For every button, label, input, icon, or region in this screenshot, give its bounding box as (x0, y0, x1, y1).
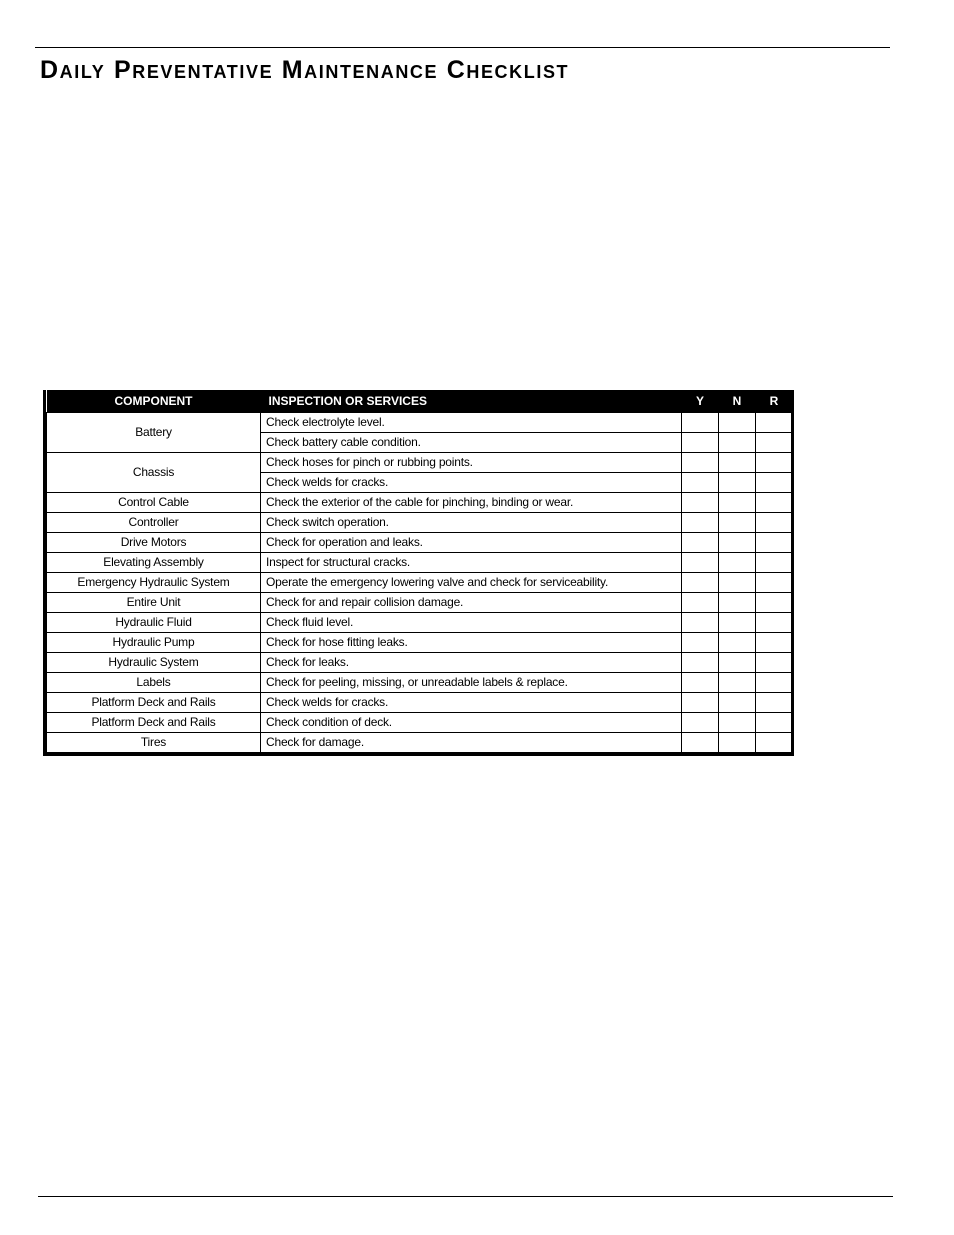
inspection-cell: Operate the emergency lowering valve and check for serviceability. (261, 573, 682, 593)
repair-checkbox-cell[interactable] (756, 653, 793, 673)
component-cell: Elevating Assembly (47, 553, 261, 573)
inspection-cell: Check electrolyte level. (261, 413, 682, 433)
component-cell: Battery (47, 413, 261, 453)
inspection-cell: Check for damage. (261, 733, 682, 753)
yes-checkbox-cell[interactable] (682, 573, 719, 593)
inspection-cell: Check the exterior of the cable for pinching, binding or wear. (261, 493, 682, 513)
header-n: N (719, 390, 756, 413)
no-checkbox-cell[interactable] (719, 413, 756, 433)
inspection-cell: Check for operation and leaks. (261, 533, 682, 553)
yes-checkbox-cell[interactable] (682, 433, 719, 453)
no-checkbox-cell[interactable] (719, 733, 756, 753)
no-checkbox-cell[interactable] (719, 693, 756, 713)
inspection-cell: Check for and repair collision damage. (261, 593, 682, 613)
table-row (47, 733, 793, 753)
inspection-cell: Check fluid level. (261, 613, 682, 633)
table-row (47, 713, 793, 733)
repair-checkbox-cell[interactable] (756, 613, 793, 633)
table-row (47, 573, 793, 593)
no-checkbox-cell[interactable] (719, 713, 756, 733)
repair-checkbox-cell[interactable] (756, 693, 793, 713)
yes-checkbox-cell[interactable] (682, 513, 719, 533)
yes-checkbox-cell[interactable] (682, 593, 719, 613)
repair-checkbox-cell[interactable] (756, 513, 793, 533)
component-cell: Chassis (47, 453, 261, 493)
page-title: Daily Preventative Maintenance Checklist (40, 56, 570, 84)
inspection-cell: Check for leaks. (261, 653, 682, 673)
inspection-cell: Check for peeling, missing, or unreadable labels & replace. (261, 673, 682, 693)
component-cell: Hydraulic System (47, 653, 261, 673)
no-checkbox-cell[interactable] (719, 613, 756, 633)
repair-checkbox-cell[interactable] (756, 413, 793, 433)
table-row (47, 593, 793, 613)
header-component: COMPONENT (47, 390, 261, 413)
no-checkbox-cell[interactable] (719, 633, 756, 653)
table-row (47, 493, 793, 513)
no-checkbox-cell[interactable] (719, 453, 756, 473)
inspection-cell: Check welds for cracks. (261, 693, 682, 713)
repair-checkbox-cell[interactable] (756, 493, 793, 513)
repair-checkbox-cell[interactable] (756, 433, 793, 453)
inspection-cell: Check welds for cracks. (261, 473, 682, 493)
yes-checkbox-cell[interactable] (682, 693, 719, 713)
yes-checkbox-cell[interactable] (682, 613, 719, 633)
inspection-cell: Check for hose fitting leaks. (261, 633, 682, 653)
header-y: Y (682, 390, 719, 413)
yes-checkbox-cell[interactable] (682, 413, 719, 433)
yes-checkbox-cell[interactable] (682, 653, 719, 673)
no-checkbox-cell[interactable] (719, 673, 756, 693)
inspection-cell: Check switch operation. (261, 513, 682, 533)
no-checkbox-cell[interactable] (719, 653, 756, 673)
table-header-row (47, 390, 793, 413)
yes-checkbox-cell[interactable] (682, 673, 719, 693)
table-row (47, 513, 793, 533)
yes-checkbox-cell[interactable] (682, 453, 719, 473)
no-checkbox-cell[interactable] (719, 573, 756, 593)
repair-checkbox-cell[interactable] (756, 453, 793, 473)
yes-checkbox-cell[interactable] (682, 533, 719, 553)
bottom-rule (38, 1196, 893, 1197)
table-row (47, 673, 793, 693)
component-cell: Hydraulic Fluid (47, 613, 261, 633)
no-checkbox-cell[interactable] (719, 593, 756, 613)
repair-checkbox-cell[interactable] (756, 593, 793, 613)
inspection-cell: Inspect for structural cracks. (261, 553, 682, 573)
repair-checkbox-cell[interactable] (756, 633, 793, 653)
checklist-table-frame (43, 390, 794, 756)
table-row (47, 413, 793, 433)
yes-checkbox-cell[interactable] (682, 553, 719, 573)
no-checkbox-cell[interactable] (719, 473, 756, 493)
repair-checkbox-cell[interactable] (756, 673, 793, 693)
header-inspection: INSPECTION OR SERVICES (261, 390, 682, 413)
header-r: R (756, 390, 793, 413)
yes-checkbox-cell[interactable] (682, 733, 719, 753)
repair-checkbox-cell[interactable] (756, 713, 793, 733)
component-cell: Hydraulic Pump (47, 633, 261, 653)
repair-checkbox-cell[interactable] (756, 473, 793, 493)
no-checkbox-cell[interactable] (719, 493, 756, 513)
yes-checkbox-cell[interactable] (682, 473, 719, 493)
inspection-cell: Check condition of deck. (261, 713, 682, 733)
repair-checkbox-cell[interactable] (756, 733, 793, 753)
component-cell: Tires (47, 733, 261, 753)
table-row (47, 553, 793, 573)
table-row (47, 653, 793, 673)
table-row (47, 453, 793, 473)
table-row (47, 693, 793, 713)
component-cell: Platform Deck and Rails (47, 713, 261, 733)
yes-checkbox-cell[interactable] (682, 713, 719, 733)
no-checkbox-cell[interactable] (719, 513, 756, 533)
component-cell: Control Cable (47, 493, 261, 513)
component-cell: Drive Motors (47, 533, 261, 553)
no-checkbox-cell[interactable] (719, 533, 756, 553)
repair-checkbox-cell[interactable] (756, 573, 793, 593)
no-checkbox-cell[interactable] (719, 433, 756, 453)
repair-checkbox-cell[interactable] (756, 553, 793, 573)
checklist-table (46, 390, 793, 753)
component-cell: Entire Unit (47, 593, 261, 613)
top-rule (35, 47, 890, 48)
component-cell: Labels (47, 673, 261, 693)
table-row (47, 613, 793, 633)
yes-checkbox-cell[interactable] (682, 633, 719, 653)
table-row (47, 533, 793, 553)
yes-checkbox-cell[interactable] (682, 493, 719, 513)
component-cell: Controller (47, 513, 261, 533)
component-cell: Platform Deck and Rails (47, 693, 261, 713)
component-cell: Emergency Hydraulic System (47, 573, 261, 593)
repair-checkbox-cell[interactable] (756, 533, 793, 553)
no-checkbox-cell[interactable] (719, 553, 756, 573)
table-row (47, 633, 793, 653)
inspection-cell: Check battery cable condition. (261, 433, 682, 453)
inspection-cell: Check hoses for pinch or rubbing points. (261, 453, 682, 473)
